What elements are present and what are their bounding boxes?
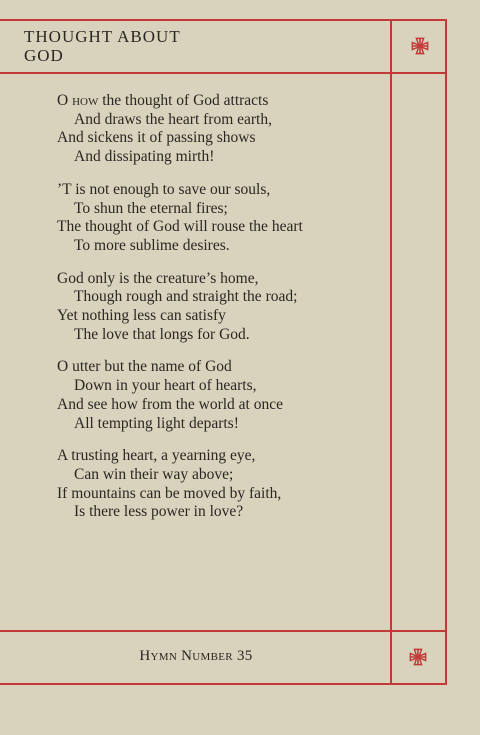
- poem-line: And see how from the world at once: [57, 395, 283, 413]
- poem-line: O utter but the name of God: [57, 358, 232, 376]
- frame-rule-top: [0, 19, 447, 21]
- poem-line: Down in your heart of hearts,: [74, 377, 257, 395]
- title-line-2: GOD: [24, 46, 64, 65]
- hymn-label: Hymn Number: [139, 648, 233, 664]
- poem-line: Can win their way above;: [74, 465, 234, 483]
- frame-rule-footer-top: [0, 630, 447, 632]
- red-cross-pattee-icon: [411, 37, 429, 55]
- poem-line: Though rough and straight the road;: [74, 288, 298, 306]
- stanza: [57, 92, 377, 167]
- line-rest: the thought of God attracts: [98, 92, 269, 109]
- title-line-1: THOUGHT ABOUT: [24, 27, 181, 46]
- frame-rule-footer-bottom: [0, 683, 447, 685]
- poem-line: And draws the heart from earth,: [74, 110, 272, 128]
- poem-line: To shun the eternal fires;: [74, 199, 228, 217]
- frame-rule-title: [0, 72, 447, 74]
- hymn-number-caption: [0, 648, 392, 665]
- poem-line: ’T is not enough to save our souls,: [57, 180, 271, 198]
- poem-line: If mountains can be moved by faith,: [57, 484, 282, 502]
- drop-letter: O: [57, 92, 69, 109]
- stanza: [57, 447, 377, 522]
- poem-line: Is there less power in love?: [74, 503, 244, 521]
- poem-line: And sickens it of passing shows: [57, 129, 256, 147]
- hymn-number: 35: [236, 648, 253, 664]
- red-cross-pattee-icon: [409, 648, 427, 666]
- frame-rule-outer-vertical: [445, 19, 447, 685]
- small-caps-word: how: [72, 92, 99, 109]
- page-title: [24, 27, 181, 65]
- stanza: [57, 181, 377, 256]
- poem-line: God only is the creature’s home,: [57, 269, 259, 287]
- poem-line: And dissipating mirth!: [74, 148, 215, 166]
- poem-line: The thought of God will rouse the heart: [57, 218, 303, 236]
- stanza: [57, 270, 377, 345]
- poem-line: All tempting light departs!: [74, 414, 239, 432]
- poem-line: [57, 92, 377, 111]
- frame-rule-inner-vertical: [390, 19, 392, 685]
- poem-line: To more sublime desires.: [74, 236, 230, 254]
- poem-line: The love that longs for God.: [74, 325, 250, 343]
- poem-line: A trusting heart, a yearning eye,: [57, 447, 256, 465]
- poem-line: Yet nothing less can satisfy: [57, 307, 226, 325]
- stanza: [57, 358, 377, 433]
- poem-body: [57, 92, 377, 536]
